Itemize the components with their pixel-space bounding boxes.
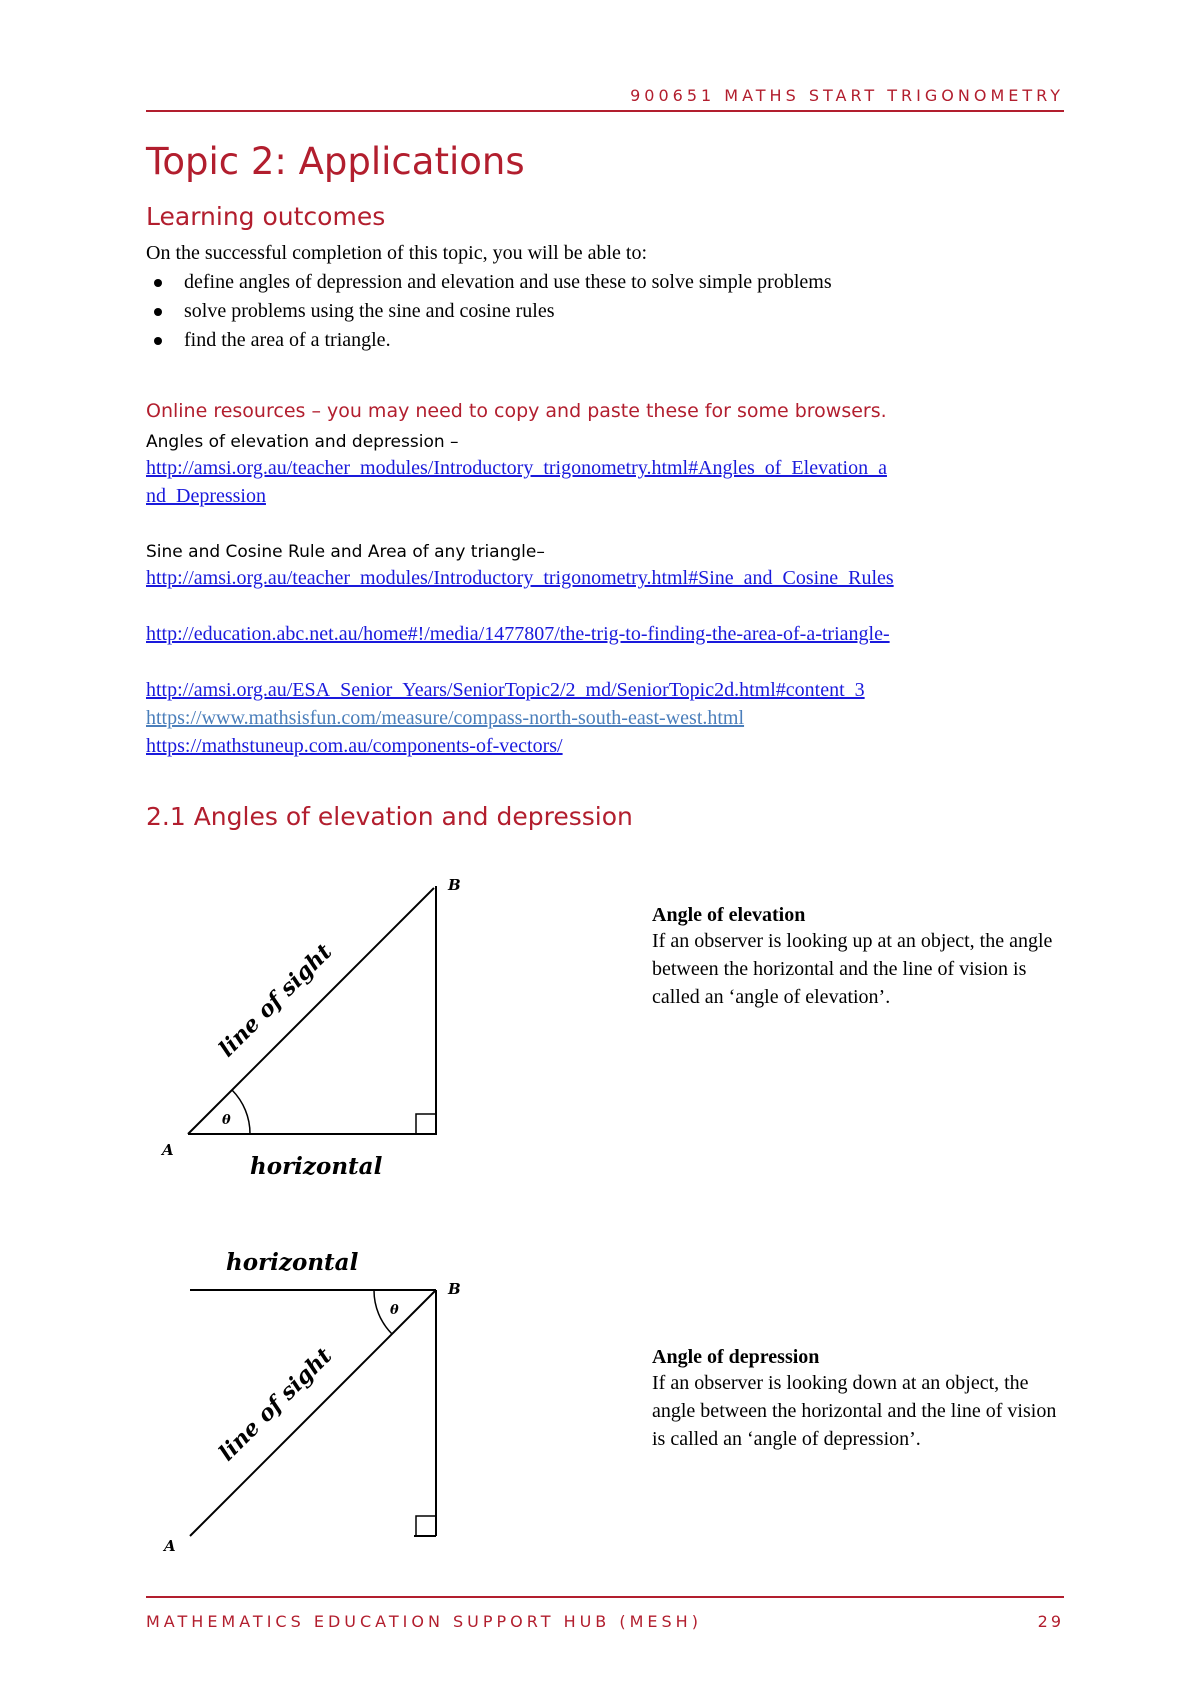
theta-label: θ	[222, 1113, 231, 1128]
list-item: find the area of a triangle.	[146, 326, 832, 355]
learning-outcomes-intro: On the successful completion of this topic, you will be able to:	[146, 242, 648, 264]
depression-body: If an observer is looking down at an object, the angle between the horizontal and the line of vision is called an ‘angle of depression’.	[652, 1372, 1057, 1450]
right-angle-marker	[416, 1516, 436, 1536]
page-number: 29	[1037, 1612, 1064, 1631]
point-b-label: B	[448, 876, 461, 894]
point-a-label: A	[164, 1537, 176, 1555]
line-of-sight-line	[190, 1290, 436, 1536]
mathsisfun-link[interactable]: https://www.mathsisfun.com/measure/compass-north-south-east-west.html	[146, 707, 745, 729]
line-of-sight-label: line of sight	[213, 938, 338, 1063]
list-item: define angles of depression and elevation and use these to solve simple problems	[146, 268, 832, 297]
mathstuneup-link[interactable]: https://mathstuneup.com.au/components-of-vectors/	[146, 735, 563, 757]
list-item: solve problems using the sine and cosine rules	[146, 297, 832, 326]
elevation-diagram	[150, 870, 480, 1190]
sine-cosine-link[interactable]: http://amsi.org.au/teacher_modules/Introductory_trigonometry.html#Sine_and_Cosine_Rules	[146, 567, 894, 589]
learning-outcomes-list	[146, 268, 832, 355]
point-b-label: B	[448, 1280, 461, 1298]
depression-diagram	[150, 1248, 480, 1558]
depression-title: Angle of depression	[652, 1346, 820, 1368]
online-resources-heading: Online resources – you may need to copy and paste these for some browsers.	[146, 400, 887, 422]
elevation-resource-label: Angles of elevation and depression –	[146, 432, 459, 452]
learning-outcomes-heading: Learning outcomes	[146, 202, 386, 231]
header-rule	[146, 110, 1064, 112]
line-of-sight-label: line of sight	[213, 1342, 338, 1467]
esa-senior-link[interactable]: http://amsi.org.au/ESA_Senior_Years/SeniorTopic2/2_md/SeniorTopic2d.html#content_3	[146, 679, 865, 701]
elevation-title: Angle of elevation	[652, 904, 806, 926]
depression-definition	[652, 1346, 1072, 1453]
elevation-resource-link[interactable]	[146, 454, 1066, 510]
elevation-body: If an observer is looking up at an object, the angle between the horizontal and the line of vision is called an ‘angle of elevation’.	[652, 930, 1053, 1008]
sine-resource-label: Sine and Cosine Rule and Area of any triangle–	[146, 542, 545, 562]
link-line-2: nd_Depression	[146, 485, 266, 507]
theta-label: θ	[390, 1303, 399, 1318]
page-title: Topic 2: Applications	[146, 140, 525, 183]
footer-org: MATHEMATICS EDUCATION SUPPORT HUB (MESH)	[146, 1612, 702, 1631]
link-line-1: http://amsi.org.au/teacher_modules/Introductory_trigonometry.html#Angles_of_Elevation_a	[146, 457, 887, 479]
horizontal-label: horizontal	[250, 1153, 383, 1180]
section-title: 2.1 Angles of elevation and depression	[146, 802, 633, 831]
angle-arc	[232, 1090, 250, 1134]
horizontal-label: horizontal	[226, 1249, 359, 1276]
right-angle-marker	[416, 1114, 436, 1134]
running-header: 900651 MATHS START TRIGONOMETRY	[630, 86, 1064, 105]
point-a-label: A	[162, 1141, 174, 1159]
line-of-sight-line	[188, 888, 434, 1134]
footer-rule	[146, 1596, 1064, 1598]
elevation-definition	[652, 904, 1072, 1011]
abc-area-link[interactable]: http://education.abc.net.au/home#!/media/1477807/the-trig-to-finding-the-area-of-a-triangle-	[146, 623, 890, 645]
